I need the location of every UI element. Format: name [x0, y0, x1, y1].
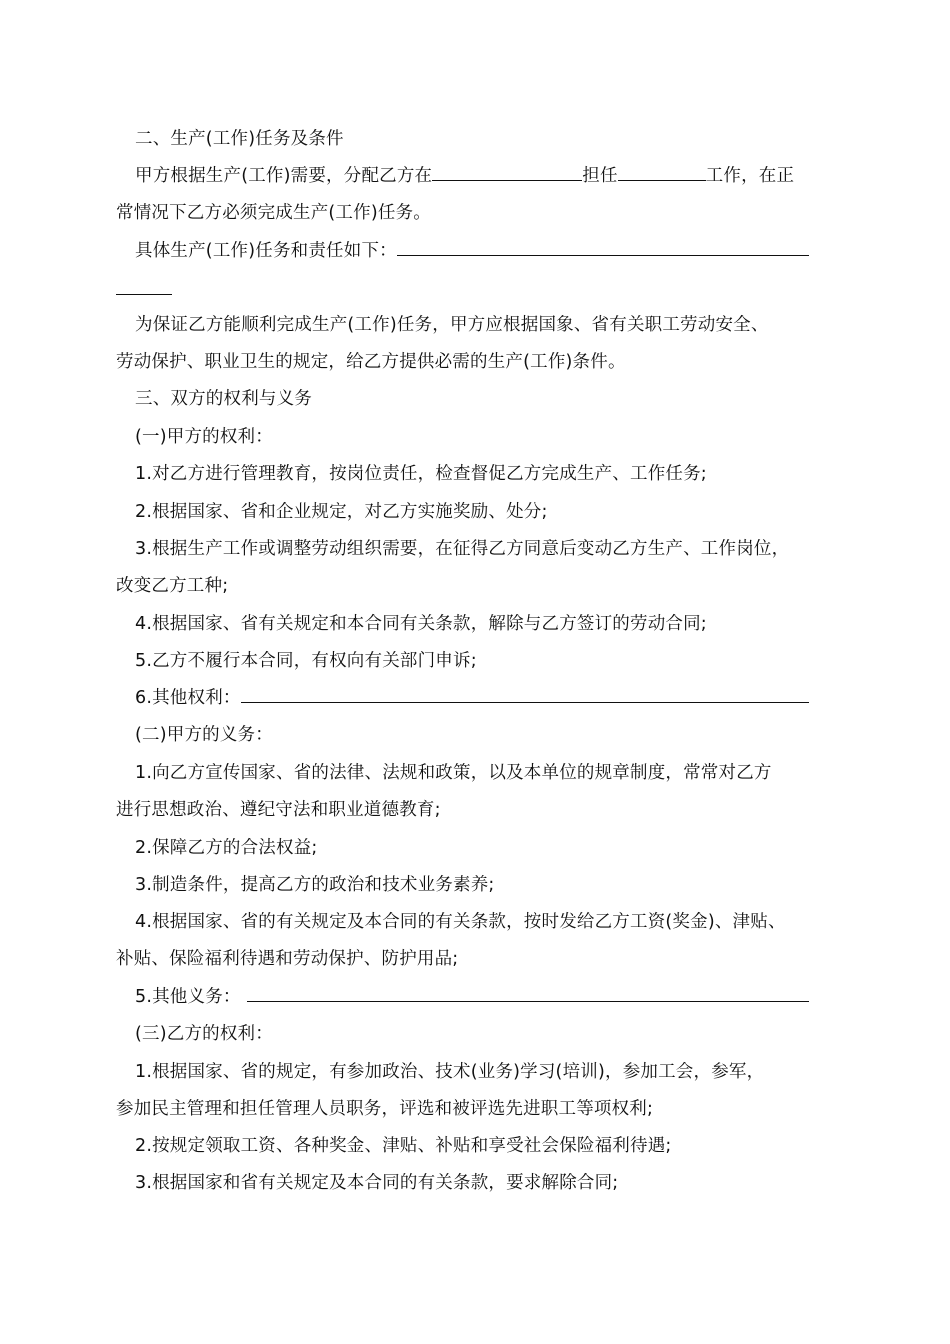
- tasks-blank-continuation: [116, 278, 172, 302]
- other-rights-blank[interactable]: [241, 686, 809, 703]
- list-item-continuation: 参加民主管理和担任管理人员职务，评选和被评选先进职工等项权利;: [116, 1099, 654, 1119]
- list-item: 3.根据国家和省有关规定及本合同的有关条款，要求解除合同;: [135, 1173, 619, 1193]
- list-item: 1.根据国家、省的规定，有参加政治、技术(业务)学习(培训)，参加工会，参军，: [135, 1062, 765, 1082]
- subsection-heading: (三)乙方的权利：: [135, 1024, 273, 1044]
- assignment-text: 甲方根据生产(工作)需要，分配乙方在: [135, 166, 433, 186]
- list-item-continuation: 补贴、保险福利待遇和劳动保护、防护用品;: [116, 949, 459, 969]
- subsection-heading: (一)甲方的权利：: [135, 427, 273, 447]
- assignment-text: 工作，在正: [705, 166, 795, 186]
- list-item: 1.对乙方进行管理教育，按岗位责任，检查督促乙方完成生产、工作任务;: [135, 464, 707, 484]
- list-item: 3.制造条件，提高乙方的政治和技术业务素养;: [135, 875, 495, 895]
- list-item: 1.向乙方宣传国家、省的法律、法规和政策，以及本单位的规章制度，常常对乙方: [135, 763, 772, 783]
- list-item-continuation: 改变乙方工种;: [116, 576, 229, 596]
- tasks-blank[interactable]: [397, 239, 809, 256]
- subsection-heading: (二)甲方的义务：: [135, 725, 273, 745]
- guarantee-paragraph: 为保证乙方能顺利完成生产(工作)任务，甲方应根据国象、省有关职工劳动安全、: [135, 315, 769, 335]
- list-item: 2.保障乙方的合法权益;: [135, 838, 318, 858]
- other-duties-blank[interactable]: [247, 985, 809, 1002]
- other-rights-label: 6.其他权利：: [135, 688, 241, 708]
- position-blank[interactable]: [618, 164, 706, 181]
- section-heading: 三、双方的权利与义务: [135, 389, 312, 409]
- assignment-paragraph: [135, 164, 794, 188]
- assignment-continuation: 常情况下乙方必须完成生产(工作)任务。: [116, 203, 431, 223]
- list-item: 5.乙方不履行本合同，有权向有关部门申诉;: [135, 651, 477, 671]
- list-item: 2.按规定领取工资、各种奖金、津贴、补贴和享受社会保险福利待遇;: [135, 1136, 672, 1156]
- list-item: 4.根据国家、省有关规定和本合同有关条款，解除与乙方签订的劳动合同;: [135, 614, 707, 634]
- workplace-blank[interactable]: [432, 164, 582, 181]
- guarantee-continuation: 劳动保护、职业卫生的规定，给乙方提供必需的生产(工作)条件。: [116, 352, 626, 372]
- list-item: 4.根据国家、省的有关规定及本合同的有关条款，按时发给乙方工资(奖金)、津贴、: [135, 912, 786, 932]
- list-item: [135, 686, 809, 710]
- tasks-paragraph: [135, 239, 809, 263]
- other-duties-label: 5.其他义务：: [135, 987, 241, 1007]
- list-item: 3.根据生产工作或调整劳动组织需要，在征得乙方同意后变动乙方生产、工作岗位，: [135, 539, 790, 559]
- list-item-continuation: 进行思想政治、遵纪守法和职业道德教育;: [116, 800, 441, 820]
- section-heading: 二、生产(工作)任务及条件: [135, 129, 344, 149]
- list-item: [135, 985, 809, 1009]
- list-item: 2.根据国家、省和企业规定，对乙方实施奖励、处分;: [135, 502, 548, 522]
- tasks-label: 具体生产(工作)任务和责任如下：: [135, 241, 397, 261]
- assignment-text: 担任: [582, 166, 618, 186]
- tasks-blank-cont[interactable]: [116, 278, 172, 295]
